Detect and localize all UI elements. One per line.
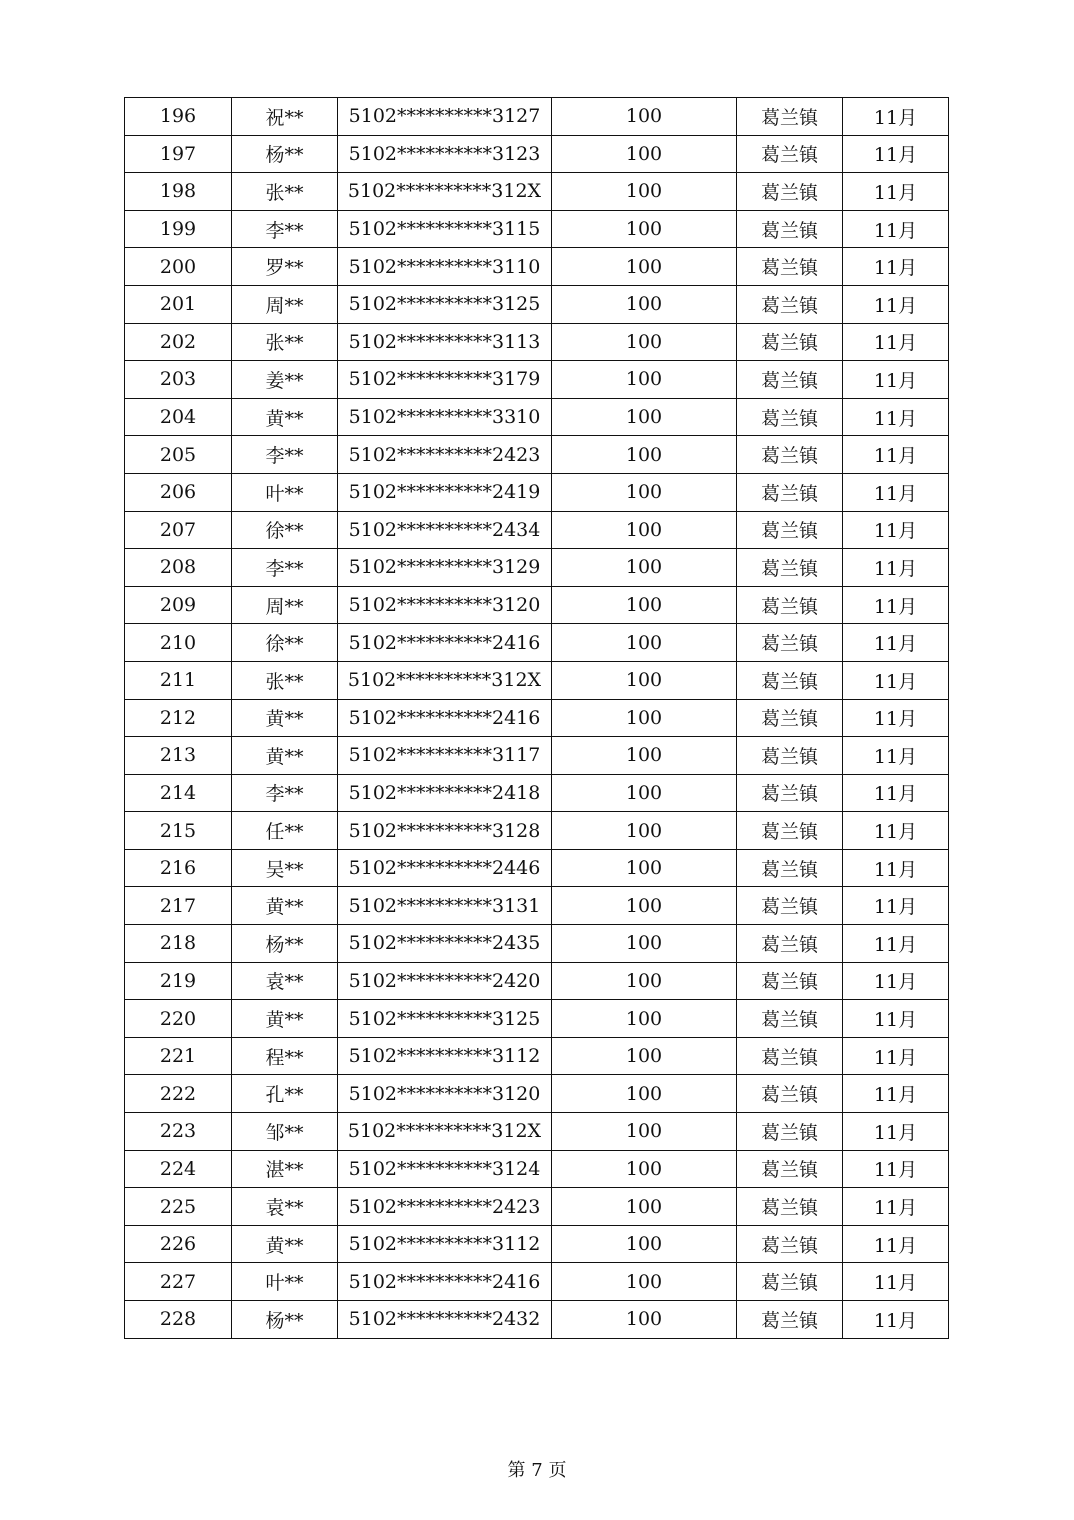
table-row — [125, 135, 949, 173]
month-cell: 11月 — [843, 210, 949, 248]
name-cell: 李** — [232, 210, 338, 248]
id-number-cell: 5102**********312X — [338, 1113, 552, 1151]
town-cell: 葛兰镇 — [737, 699, 843, 737]
amount-cell: 100 — [552, 962, 737, 1000]
town-cell: 葛兰镇 — [737, 285, 843, 323]
id-number-cell: 5102**********3117 — [338, 737, 552, 775]
month-cell: 11月 — [843, 849, 949, 887]
month-cell: 11月 — [843, 98, 949, 136]
month-cell: 11月 — [843, 624, 949, 662]
month-cell: 11月 — [843, 737, 949, 775]
id-number-cell: 5102**********2416 — [338, 1263, 552, 1301]
id-number-cell: 5102**********312X — [338, 173, 552, 211]
amount-cell: 100 — [552, 1075, 737, 1113]
id-number-cell: 5102**********3125 — [338, 285, 552, 323]
town-cell: 葛兰镇 — [737, 624, 843, 662]
town-cell: 葛兰镇 — [737, 849, 843, 887]
id-number-cell: 5102**********2416 — [338, 624, 552, 662]
name-cell: 黄** — [232, 398, 338, 436]
row-number-cell: 220 — [125, 1000, 232, 1038]
amount-cell: 100 — [552, 549, 737, 587]
table-row — [125, 1225, 949, 1263]
amount-cell: 100 — [552, 661, 737, 699]
id-number-cell: 5102**********3112 — [338, 1225, 552, 1263]
name-cell: 杨** — [232, 1301, 338, 1339]
town-cell: 葛兰镇 — [737, 1301, 843, 1339]
town-cell: 葛兰镇 — [737, 173, 843, 211]
name-cell: 程** — [232, 1037, 338, 1075]
row-number-cell: 197 — [125, 135, 232, 173]
town-cell: 葛兰镇 — [737, 248, 843, 286]
name-cell: 孔** — [232, 1075, 338, 1113]
table-body — [125, 98, 949, 1339]
amount-cell: 100 — [552, 1000, 737, 1038]
month-cell: 11月 — [843, 1188, 949, 1226]
town-cell: 葛兰镇 — [737, 925, 843, 963]
id-number-cell: 5102**********3125 — [338, 1000, 552, 1038]
table-row — [125, 1075, 949, 1113]
name-cell: 张** — [232, 661, 338, 699]
amount-cell: 100 — [552, 398, 737, 436]
table-row — [125, 323, 949, 361]
id-number-cell: 5102**********2434 — [338, 511, 552, 549]
month-cell: 11月 — [843, 436, 949, 474]
id-number-cell: 5102**********2420 — [338, 962, 552, 1000]
town-cell: 葛兰镇 — [737, 887, 843, 925]
id-number-cell: 5102**********3123 — [338, 135, 552, 173]
row-number-cell: 206 — [125, 473, 232, 511]
row-number-cell: 198 — [125, 173, 232, 211]
amount-cell: 100 — [552, 1037, 737, 1075]
month-cell: 11月 — [843, 1263, 949, 1301]
row-number-cell: 223 — [125, 1113, 232, 1151]
table-row — [125, 361, 949, 399]
row-number-cell: 224 — [125, 1150, 232, 1188]
amount-cell: 100 — [552, 1263, 737, 1301]
name-cell: 李** — [232, 436, 338, 474]
town-cell: 葛兰镇 — [737, 436, 843, 474]
table-row — [125, 1188, 949, 1226]
table-row — [125, 737, 949, 775]
row-number-cell: 222 — [125, 1075, 232, 1113]
row-number-cell: 207 — [125, 511, 232, 549]
town-cell: 葛兰镇 — [737, 361, 843, 399]
id-number-cell: 5102**********3127 — [338, 98, 552, 136]
id-number-cell: 5102**********3110 — [338, 248, 552, 286]
month-cell: 11月 — [843, 887, 949, 925]
id-number-cell: 5102**********2418 — [338, 774, 552, 812]
amount-cell: 100 — [552, 323, 737, 361]
table-row — [125, 210, 949, 248]
table-row — [125, 661, 949, 699]
id-number-cell: 5102**********3129 — [338, 549, 552, 587]
town-cell: 葛兰镇 — [737, 511, 843, 549]
row-number-cell: 205 — [125, 436, 232, 474]
id-number-cell: 5102**********2423 — [338, 1188, 552, 1226]
row-number-cell: 212 — [125, 699, 232, 737]
amount-cell: 100 — [552, 511, 737, 549]
table-row — [125, 925, 949, 963]
month-cell: 11月 — [843, 511, 949, 549]
amount-cell: 100 — [552, 699, 737, 737]
name-cell: 黄** — [232, 699, 338, 737]
row-number-cell: 214 — [125, 774, 232, 812]
town-cell: 葛兰镇 — [737, 323, 843, 361]
row-number-cell: 218 — [125, 925, 232, 963]
id-number-cell: 5102**********3120 — [338, 1075, 552, 1113]
id-number-cell: 5102**********3120 — [338, 586, 552, 624]
town-cell: 葛兰镇 — [737, 812, 843, 850]
town-cell: 葛兰镇 — [737, 1188, 843, 1226]
table-row — [125, 398, 949, 436]
row-number-cell: 211 — [125, 661, 232, 699]
month-cell: 11月 — [843, 1037, 949, 1075]
amount-cell: 100 — [552, 135, 737, 173]
name-cell: 徐** — [232, 511, 338, 549]
town-cell: 葛兰镇 — [737, 98, 843, 136]
amount-cell: 100 — [552, 737, 737, 775]
month-cell: 11月 — [843, 1113, 949, 1151]
month-cell: 11月 — [843, 925, 949, 963]
amount-cell: 100 — [552, 248, 737, 286]
id-number-cell: 5102**********2423 — [338, 436, 552, 474]
town-cell: 葛兰镇 — [737, 1263, 843, 1301]
id-number-cell: 5102**********3310 — [338, 398, 552, 436]
table-row — [125, 98, 949, 136]
amount-cell: 100 — [552, 1188, 737, 1226]
name-cell: 杨** — [232, 925, 338, 963]
row-number-cell: 202 — [125, 323, 232, 361]
month-cell: 11月 — [843, 586, 949, 624]
amount-cell: 100 — [552, 812, 737, 850]
id-number-cell: 5102**********2416 — [338, 699, 552, 737]
town-cell: 葛兰镇 — [737, 135, 843, 173]
row-number-cell: 196 — [125, 98, 232, 136]
id-number-cell: 5102**********2435 — [338, 925, 552, 963]
month-cell: 11月 — [843, 323, 949, 361]
month-cell: 11月 — [843, 285, 949, 323]
town-cell: 葛兰镇 — [737, 210, 843, 248]
month-cell: 11月 — [843, 1301, 949, 1339]
town-cell: 葛兰镇 — [737, 398, 843, 436]
table-row — [125, 586, 949, 624]
name-cell: 袁** — [232, 1188, 338, 1226]
table-row — [125, 1000, 949, 1038]
town-cell: 葛兰镇 — [737, 737, 843, 775]
subsidy-table-container — [124, 97, 948, 1339]
name-cell: 罗** — [232, 248, 338, 286]
amount-cell: 100 — [552, 98, 737, 136]
name-cell: 张** — [232, 173, 338, 211]
row-number-cell: 208 — [125, 549, 232, 587]
name-cell: 李** — [232, 774, 338, 812]
name-cell: 任** — [232, 812, 338, 850]
table-row — [125, 624, 949, 662]
month-cell: 11月 — [843, 1225, 949, 1263]
name-cell: 邹** — [232, 1113, 338, 1151]
id-number-cell: 5102**********3179 — [338, 361, 552, 399]
id-number-cell: 5102**********3112 — [338, 1037, 552, 1075]
town-cell: 葛兰镇 — [737, 1113, 843, 1151]
id-number-cell: 5102**********2446 — [338, 849, 552, 887]
name-cell: 黄** — [232, 1000, 338, 1038]
amount-cell: 100 — [552, 887, 737, 925]
town-cell: 葛兰镇 — [737, 661, 843, 699]
month-cell: 11月 — [843, 549, 949, 587]
month-cell: 11月 — [843, 173, 949, 211]
table-row — [125, 812, 949, 850]
amount-cell: 100 — [552, 849, 737, 887]
name-cell: 袁** — [232, 962, 338, 1000]
table-row — [125, 549, 949, 587]
table-row — [125, 248, 949, 286]
town-cell: 葛兰镇 — [737, 1075, 843, 1113]
town-cell: 葛兰镇 — [737, 962, 843, 1000]
town-cell: 葛兰镇 — [737, 1000, 843, 1038]
row-number-cell: 204 — [125, 398, 232, 436]
month-cell: 11月 — [843, 473, 949, 511]
table-row — [125, 1301, 949, 1339]
id-number-cell: 5102**********2419 — [338, 473, 552, 511]
amount-cell: 100 — [552, 473, 737, 511]
amount-cell: 100 — [552, 1150, 737, 1188]
page-number: 第 7 页 — [507, 1460, 567, 1481]
name-cell: 周** — [232, 586, 338, 624]
amount-cell: 100 — [552, 774, 737, 812]
month-cell: 11月 — [843, 661, 949, 699]
name-cell: 黄** — [232, 737, 338, 775]
id-number-cell: 5102**********3113 — [338, 323, 552, 361]
row-number-cell: 201 — [125, 285, 232, 323]
month-cell: 11月 — [843, 1000, 949, 1038]
month-cell: 11月 — [843, 1150, 949, 1188]
name-cell: 黄** — [232, 1225, 338, 1263]
name-cell: 李** — [232, 549, 338, 587]
month-cell: 11月 — [843, 135, 949, 173]
town-cell: 葛兰镇 — [737, 549, 843, 587]
table-row — [125, 436, 949, 474]
row-number-cell: 219 — [125, 962, 232, 1000]
amount-cell: 100 — [552, 1113, 737, 1151]
row-number-cell: 215 — [125, 812, 232, 850]
town-cell: 葛兰镇 — [737, 774, 843, 812]
month-cell: 11月 — [843, 398, 949, 436]
amount-cell: 100 — [552, 925, 737, 963]
name-cell: 湛** — [232, 1150, 338, 1188]
table-row — [125, 962, 949, 1000]
row-number-cell: 200 — [125, 248, 232, 286]
amount-cell: 100 — [552, 586, 737, 624]
name-cell: 周** — [232, 285, 338, 323]
month-cell: 11月 — [843, 774, 949, 812]
row-number-cell: 213 — [125, 737, 232, 775]
town-cell: 葛兰镇 — [737, 1225, 843, 1263]
name-cell: 张** — [232, 323, 338, 361]
table-row — [125, 1150, 949, 1188]
table-row — [125, 511, 949, 549]
row-number-cell: 210 — [125, 624, 232, 662]
row-number-cell: 209 — [125, 586, 232, 624]
month-cell: 11月 — [843, 699, 949, 737]
table-row — [125, 849, 949, 887]
name-cell: 姜** — [232, 361, 338, 399]
name-cell: 杨** — [232, 135, 338, 173]
row-number-cell: 221 — [125, 1037, 232, 1075]
town-cell: 葛兰镇 — [737, 473, 843, 511]
row-number-cell: 203 — [125, 361, 232, 399]
table-row — [125, 1113, 949, 1151]
month-cell: 11月 — [843, 1075, 949, 1113]
month-cell: 11月 — [843, 962, 949, 1000]
amount-cell: 100 — [552, 361, 737, 399]
amount-cell: 100 — [552, 436, 737, 474]
row-number-cell: 199 — [125, 210, 232, 248]
table-row — [125, 887, 949, 925]
id-number-cell: 5102**********3124 — [338, 1150, 552, 1188]
id-number-cell: 5102**********2432 — [338, 1301, 552, 1339]
row-number-cell: 226 — [125, 1225, 232, 1263]
row-number-cell: 227 — [125, 1263, 232, 1301]
row-number-cell: 225 — [125, 1188, 232, 1226]
table-row — [125, 473, 949, 511]
subsidy-table — [124, 97, 949, 1339]
name-cell: 叶** — [232, 473, 338, 511]
name-cell: 叶** — [232, 1263, 338, 1301]
id-number-cell: 5102**********3131 — [338, 887, 552, 925]
amount-cell: 100 — [552, 1225, 737, 1263]
amount-cell: 100 — [552, 624, 737, 662]
month-cell: 11月 — [843, 248, 949, 286]
id-number-cell: 5102**********3115 — [338, 210, 552, 248]
amount-cell: 100 — [552, 285, 737, 323]
town-cell: 葛兰镇 — [737, 586, 843, 624]
name-cell: 黄** — [232, 887, 338, 925]
table-row — [125, 699, 949, 737]
name-cell: 吴** — [232, 849, 338, 887]
amount-cell: 100 — [552, 210, 737, 248]
month-cell: 11月 — [843, 812, 949, 850]
name-cell: 祝** — [232, 98, 338, 136]
amount-cell: 100 — [552, 173, 737, 211]
row-number-cell: 216 — [125, 849, 232, 887]
id-number-cell: 5102**********312X — [338, 661, 552, 699]
table-row — [125, 173, 949, 211]
table-row — [125, 1037, 949, 1075]
town-cell: 葛兰镇 — [737, 1150, 843, 1188]
row-number-cell: 217 — [125, 887, 232, 925]
town-cell: 葛兰镇 — [737, 1037, 843, 1075]
table-row — [125, 1263, 949, 1301]
amount-cell: 100 — [552, 1301, 737, 1339]
table-row — [125, 774, 949, 812]
month-cell: 11月 — [843, 361, 949, 399]
name-cell: 徐** — [232, 624, 338, 662]
table-row — [125, 285, 949, 323]
id-number-cell: 5102**********3128 — [338, 812, 552, 850]
row-number-cell: 228 — [125, 1301, 232, 1339]
